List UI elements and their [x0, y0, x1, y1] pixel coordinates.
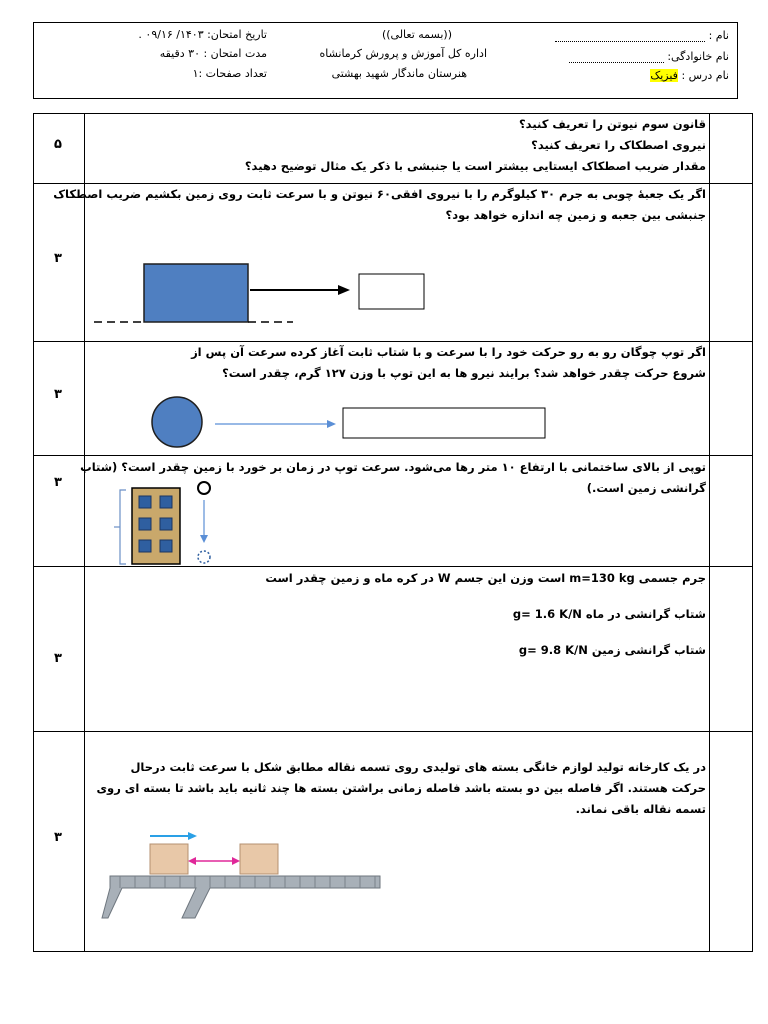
exam-date: تاریخ امتحان: ۱۴۰۳/ ۰۹/۱۶ . [138, 28, 267, 41]
question-line: حرکت هستند. اگر فاصله بین دو بسته باشد فاصله زمانی براشتن بسته ها چند ثانیه باید باشد تا بسته ای روی [96, 781, 706, 795]
org-name: اداره کل آموزش و پرورش کرمانشاه [319, 47, 487, 60]
page-count: تعداد صفحات :۱ [192, 67, 267, 80]
package [150, 844, 188, 874]
question-line: نیروی اصطکاک را تعریف کنید؟ [531, 138, 706, 152]
building-drop-diagram [112, 476, 222, 566]
answer-box[interactable] [343, 408, 545, 438]
conveyor-belt [102, 876, 380, 918]
question-line: در یک کارخانه تولید لوازم خانگی بسته های تولیدی روی تسمه نقاله مطابق شکل با سرعت ثابت درحال [130, 760, 706, 774]
question-text [245, 114, 706, 177]
conveyor-diagram [100, 826, 392, 922]
question-score: ۵ [54, 137, 62, 152]
question-score: ۳ [54, 475, 62, 490]
question-text [265, 568, 706, 589]
course-label: نام درس : [681, 69, 729, 82]
question-line: قانون سوم نیوتن را تعریف کنید؟ [519, 117, 706, 131]
answer-box[interactable] [359, 274, 424, 309]
question-line: توپی از بالای ساختمانی با ارتفاع ۱۰ متر رها می‌شود. سرعت توپ در زمان بر خورد با زمین چقدر است؟ (شتاب [80, 460, 706, 474]
name-label: نام : [708, 29, 729, 42]
question-line: شتاب گرانشی در ماه g= 1.6 K/N [512, 607, 706, 621]
exam-duration: مدت امتحان : ۳۰ دقیقه [159, 47, 267, 60]
bismillah: ((بسمه تعالی)) [381, 28, 452, 41]
family-label: نام خانوادگی: [667, 50, 729, 63]
school-name: هنرستان ماندگار شهید بهشتی [331, 67, 467, 80]
question-line: شروع حرکت چقدر خواهد شد؟ برایند نیرو ها به این توپ با وزن ۱۲۷ گرم، چقدر است؟ [222, 366, 706, 380]
question-score: ۳ [54, 387, 62, 402]
question-text [53, 184, 706, 226]
wooden-box [144, 264, 248, 322]
question-score: ۳ [54, 651, 62, 666]
polo-ball [152, 397, 202, 447]
question-line: شتاب گرانشی زمین g= 9.8 K/N [518, 643, 706, 657]
ball-ground [198, 551, 210, 563]
question-line: جرم جسمی m=130 kg است وزن این جسم W در کره ماه و زمین چقدر است [265, 571, 706, 585]
question-line: اگر توپ چوگان رو به رو حرکت خود را با سرعت و با شتاب ثابت آغاز کرده سرعت آن پس از [191, 345, 706, 359]
course-value: فیزیک [650, 69, 678, 82]
ball-top [198, 482, 210, 494]
question-text [191, 342, 706, 384]
ball-motion-diagram [148, 392, 550, 452]
question-line: تسمه نقاله باقی نماند. [575, 802, 706, 816]
question-line: اگر یک جعبهٔ چوبی به جرم ۳۰ کیلوگرم را با نیروی افقی۶۰ نیوتن و با سرعت ثابت روی زمین بکشیم ضریب اصطکاک [53, 187, 706, 201]
question-score: ۳ [54, 830, 62, 845]
question-text [97, 757, 707, 820]
question-line: جنبشی بین جعبه و زمین چه اندازه خواهد بود؟ [445, 208, 706, 222]
height-bracket [120, 490, 126, 564]
question-score: ۳ [54, 251, 62, 266]
box-force-diagram [88, 258, 438, 330]
question-line: گرانشی زمین است.) [586, 481, 706, 495]
package [240, 844, 278, 874]
question-line: مقدار ضریب اصطکاک ایستایی بیشتر است یا جنبشی با ذکر یک مثال توضیح دهید؟ [244, 159, 706, 173]
